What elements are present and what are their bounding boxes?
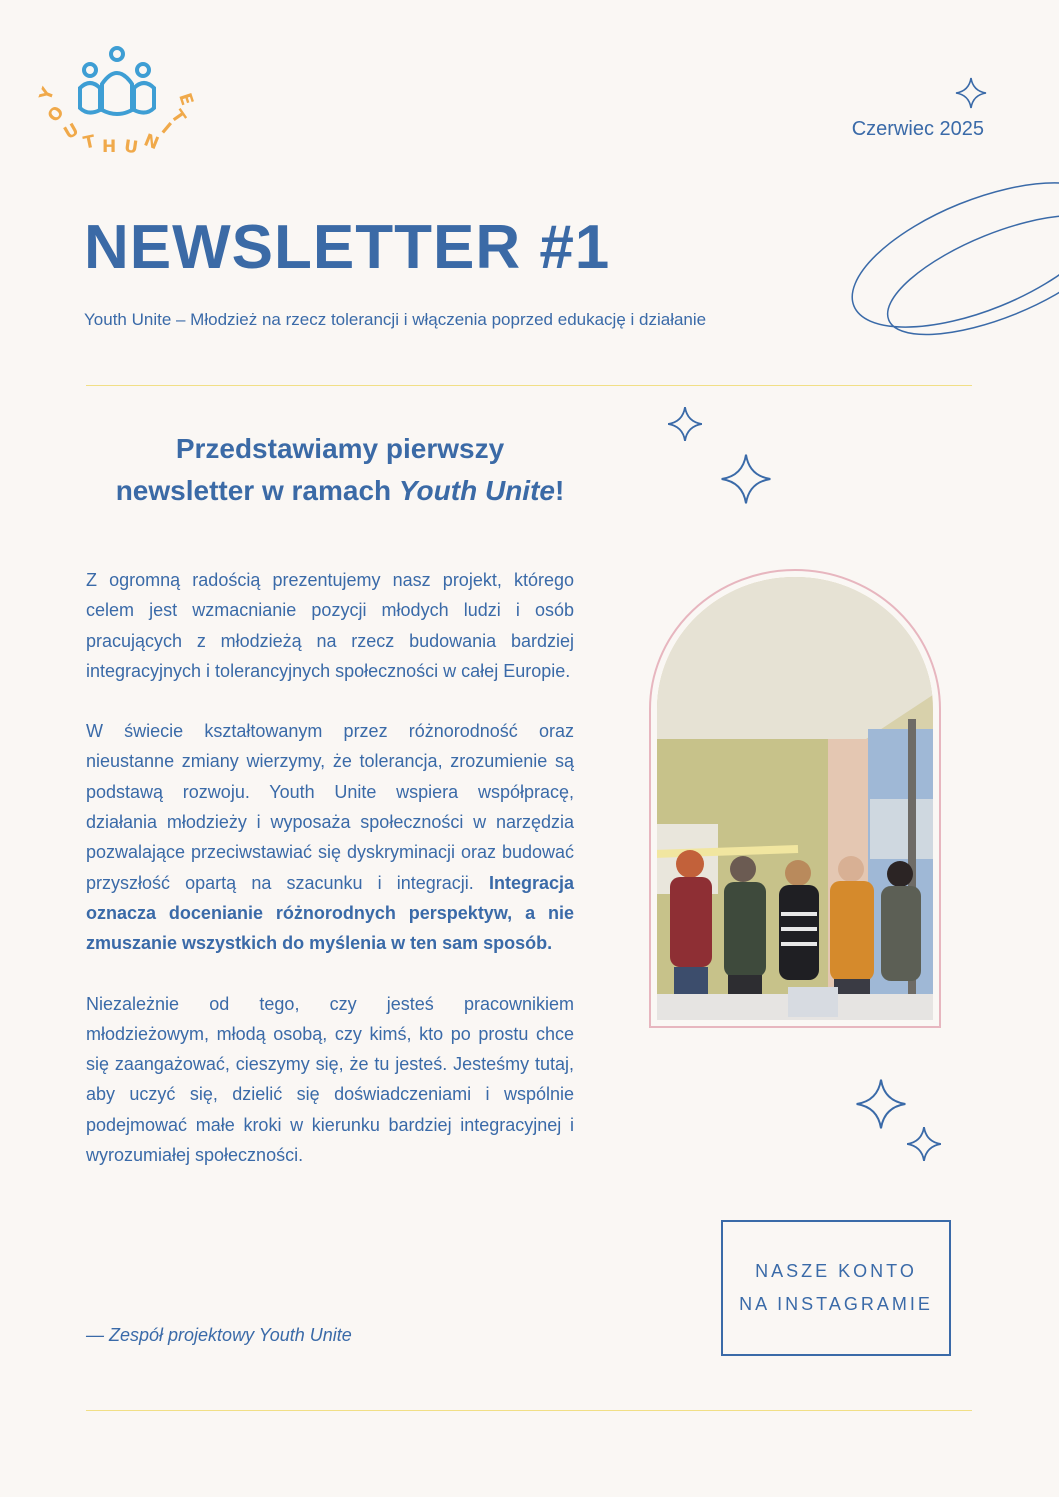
sparkle-icon: [855, 1078, 907, 1130]
paragraph-mission: [86, 716, 574, 958]
paragraph-welcome: Niezależnie od tego, czy jesteś pracownikiem młodzieżowym, młodą osobą, czy kimś, kto po prostu chce się zaangażować, cieszymy się, że tu jesteś. Jesteśmy tutaj, aby uczyć się, dzielić się doświadczeniami i wspólnie podejmować małe kroki w kierunku bardziej integracyjnej i wyrozumiałej społeczności.: [86, 993, 574, 1166]
svg-text:N: N: [140, 130, 162, 155]
svg-text:T: T: [81, 131, 98, 154]
team-photo: [648, 569, 942, 1029]
paragraph-mission-text: W świecie kształtowanym przez różnorodność oraz nieustanne zmiany wierzymy, że tolerancja, zrozumienie są podstawą rozwoju. Youth Unite wspiera współpracę, działania młodzieży i wyposaża społeczności w narzędzia pozwalające przeciwstawiać się dyskryminacji oraz budować przyszłość opartą na szacunku i integracji.: [86, 721, 574, 893]
signature: — Zespół projektowy Youth Unite: [86, 1325, 352, 1345]
headline-line2-suffix: !: [554, 475, 565, 506]
svg-text:I: I: [157, 119, 175, 139]
svg-text:O: O: [43, 102, 69, 127]
sparkle-icon: [906, 1126, 942, 1162]
instagram-button[interactable]: [721, 1220, 951, 1356]
divider: [86, 1410, 972, 1411]
newsletter-title: NEWSLETTER #1: [84, 213, 611, 282]
sparkle-icon: [720, 453, 772, 505]
svg-text:T: T: [166, 106, 190, 128]
paragraph-intro: Z ogromną radością prezentujemy nasz projekt, którego celem jest wzmacnianie pozycji młodych ludzi i osób pracujących z młodzieżą na rzecz budowania bardziej integracyjnych i tolerancyjnych społeczności w całej Europie.: [86, 570, 574, 681]
instagram-label-line1: NASZE KONTO: [755, 1261, 917, 1281]
article-body: [86, 565, 574, 1200]
svg-text:E: E: [174, 90, 197, 109]
section-headline: [80, 428, 600, 512]
sparkle-icon: [955, 77, 987, 109]
headline-line2-prefix: newsletter w ramach: [115, 475, 399, 506]
newsletter-subtitle: Youth Unite – Młodzież na rzecz tolerancji i włączenia poprzed edukację i działanie: [84, 310, 707, 329]
paragraph-mission-highlight: Integracja oznacza docenianie różnorodnych perspektyw, a nie zmuszanie wszystkich do myślenia w ten sam sposób.: [86, 872, 574, 954]
svg-text:U: U: [122, 136, 140, 159]
issue-date: Czerwiec 2025: [851, 118, 984, 140]
headline-project-name: Youth Unite: [398, 475, 555, 506]
headline-line1: Przedstawiamy pierwszy: [175, 433, 505, 464]
youth-unite-logo: [35, 38, 200, 159]
svg-text:H: H: [102, 137, 117, 157]
svg-text:U: U: [60, 119, 83, 144]
svg-text:Y: Y: [35, 84, 59, 104]
divider: [86, 385, 972, 386]
instagram-label-line2: NA INSTAGRAMIE: [739, 1294, 933, 1314]
sparkle-icon: [667, 406, 703, 442]
decorative-swirl: [830, 150, 1059, 360]
